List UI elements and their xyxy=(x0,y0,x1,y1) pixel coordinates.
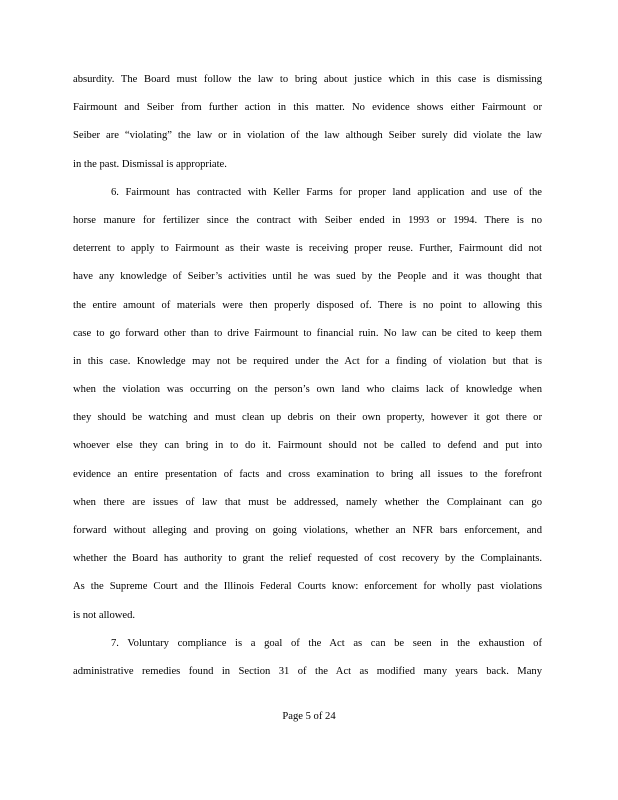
text-line: evidence an entire presentation of facts and cross examination to bring all issues to the forefront xyxy=(73,468,542,480)
text-line: is not allowed. xyxy=(73,609,136,621)
paragraph-6-start: 6. Fairmount has contracted with Keller Farms for proper land application and use of the xyxy=(111,186,542,198)
text-line: horse manure for fertilizer since the contract with Seiber ended in 1993 or 1994. There is no xyxy=(73,214,542,226)
text-line: the entire amount of materials were then properly disposed of. There is no point to allowing this xyxy=(73,299,542,311)
paragraph-7-start: 7. Voluntary compliance is a goal of the Act as can be seen in the exhaustion of xyxy=(111,637,542,649)
text-line: Fairmount and Seiber from further action in this matter. No evidence shows either Fairmount or xyxy=(73,102,542,114)
text-line: in the past. Dismissal is appropriate. xyxy=(73,158,227,170)
text-line: whether the Board has authority to grant the relief requested of cost recovery by the Complainants. xyxy=(73,553,542,565)
text-line: when the violation was occurring on the person’s own land who claims lack of knowledge when xyxy=(73,384,542,396)
text-line: case to go forward other than to drive Fairmount to financial ruin. No law can be cited to keep them xyxy=(73,327,542,339)
text-line: absurdity. The Board must follow the law to bring about justice which in this case is dismissing xyxy=(73,74,542,85)
text-line: in this case. Knowledge may not be required under the Act for a finding of violation but that is xyxy=(73,355,542,367)
text-line: have any knowledge of Seiber’s activities until he was sued by the People and it was thought that xyxy=(73,271,542,283)
text-line: when there are issues of law that must be addressed, namely whether the Complainant can go xyxy=(73,496,542,508)
text-line: As the Supreme Court and the Illinois Federal Courts know: enforcement for wholly past violations xyxy=(73,581,542,593)
page-number-footer: Page 5 of 24 xyxy=(282,711,336,722)
text-line: Seiber are “violating” the law or in violation of the law although Seiber surely did violate the law xyxy=(73,130,542,142)
text-line: forward without alleging and proving on going violations, whether an NFR bars enforcement, and xyxy=(73,525,542,536)
body-text xyxy=(73,71,542,691)
text-line: whoever else they can bring in to do it. Fairmount should not be called to defend and put into xyxy=(73,440,542,452)
text-line: administrative remedies found in Section 31 of the Act as modified many years back. Many xyxy=(73,665,542,677)
text-line: deterrent to apply to Fairmount as their waste is receiving proper reuse. Further, Fairmount did not xyxy=(73,243,542,255)
text-line: they should be watching and must clean up debris on their own property, however it got there or xyxy=(73,412,542,424)
